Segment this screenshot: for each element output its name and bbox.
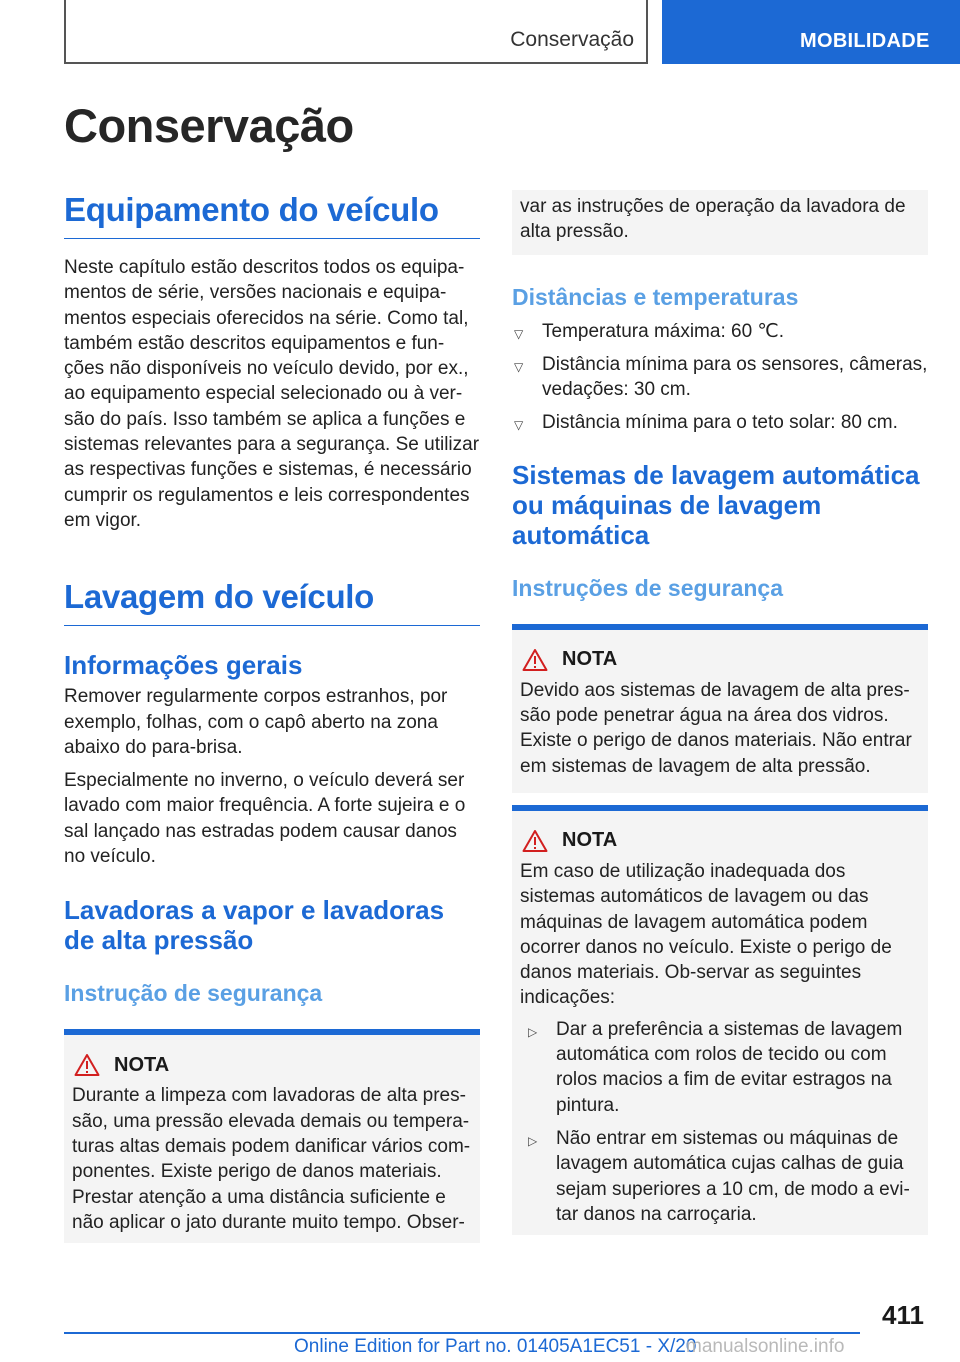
- note-text: Em caso de utilização inadequada dos sistemas automáticos de lavagem ou das máquinas de lavagem automática podem ocorrer danos no veículo. Existe o perigo de danos materiais. Ob-servar as seguintes indicações:: [520, 860, 892, 1009]
- note-label: NOTA: [114, 1053, 170, 1076]
- footer-edition: Online Edition for Part no. 01405A1EC51 - X/20: [294, 1336, 697, 1357]
- warning-triangle-icon: [522, 829, 548, 853]
- heading-safety-instruction: Instrução de segurança: [64, 980, 323, 1007]
- note-continuation-text: var as instruções de operação da lavadora de alta pressão.: [520, 196, 906, 243]
- washing-tips-list: [526, 1017, 922, 1227]
- list-item: ▽ Distância mínima para o teto solar: 80 cm.: [512, 410, 928, 435]
- heading-vehicle-wash: Lavagem do veículo: [64, 577, 480, 626]
- list-item: ▷ Não entrar em sistemas ou máquinas de lavagem automática cujas calhas de guia sejam superiores a 10 cm, de modo a evi-tar danos na carroçaria.: [528, 1127, 910, 1225]
- heading-general-info: Informações gerais: [64, 650, 303, 681]
- note-text: Devido aos sistemas de lavagem de alta pres-são pode penetrar água na área dos vidros. Existe o perigo de danos materiais. Não entrar em sistemas de lavagem de alta pressão.: [520, 679, 912, 777]
- header-section-tab: [64, 0, 648, 64]
- note-text: Durante a limpeza com lavadoras de alta pres-são, uma pressão elevada demais ou tempera-turas altas demais podem danificar vários com-ponentes. Existe perigo de danos materiais. Prestar atenção a uma distância suficiente e não aplicar o jato durante muito tempo. Obser-: [72, 1085, 471, 1233]
- triangle-bullet-icon: ▽: [514, 418, 524, 433]
- note-head: [520, 829, 922, 853]
- triangle-bullet-icon: ▽: [514, 359, 524, 374]
- note-head: [72, 1053, 474, 1077]
- watermark: manualsonline.info: [686, 1336, 845, 1357]
- warning-triangle-icon: [74, 1053, 100, 1077]
- warning-triangle-icon: [522, 648, 548, 672]
- heading-equipment: Equipamento do veículo: [64, 190, 480, 239]
- heading-automatic-washing: Sistemas de lavagem automática ou máquinas de lavagem automática: [512, 459, 920, 550]
- heading-steam-washers: Lavadoras a vapor e lavadoras de alta pressão: [64, 895, 445, 956]
- footer-divider: [64, 1332, 860, 1334]
- triangle-bullet-icon: ▷: [528, 1024, 538, 1039]
- note-continuation-box: [512, 190, 928, 255]
- note-label: NOTA: [562, 648, 618, 671]
- list-item: ▽ Temperatura máxima: 60 ℃.: [512, 319, 928, 344]
- general-paragraph-1: Remover regularmente corpos estranhos, por exemplo, folhas, com o capô aberto na zona abaixo do para-brisa.: [64, 686, 448, 758]
- equipment-paragraph: Neste capítulo estão descritos todos os equipa-mentos de série, versões nacionais e equipa-mentos especiais oferecidos na série. Como tal, também estão descritos equipamentos e fun-ções não disponíveis no veículo devido, por ex., ao equipamento especial selecionado ou à ver-são do país. Isso também se aplica a funções e sistemas relevantes para a segurança. Se utilizar as respectivas funções e sistemas, é necessário cumprir os regulamentos e leis correspondentes em vigor.: [64, 257, 480, 531]
- note-box-automatic-washing: [512, 805, 928, 1235]
- note-head: [520, 648, 922, 672]
- header-chapter-label: MOBILIDADE: [800, 30, 930, 52]
- note-box-window-water: [512, 624, 928, 793]
- heading-safety-instructions: Instruções de segurança: [512, 574, 783, 601]
- general-paragraph-2: Especialmente no inverno, o veículo deverá ser lavado com maior frequência. A forte sujeira e o sal lançado nas estradas podem causar danos no veículo.: [64, 770, 466, 868]
- page-number: 411: [882, 1300, 924, 1330]
- left-column: [64, 190, 480, 1243]
- distances-list: [512, 319, 928, 436]
- note-box-pressure-washer: [64, 1029, 480, 1243]
- triangle-bullet-icon: ▽: [514, 326, 524, 341]
- note-label: NOTA: [562, 829, 618, 852]
- right-column: [512, 190, 928, 1235]
- list-item: ▽ Distância mínima para os sensores, câmeras, vedações: 30 cm.: [514, 353, 928, 401]
- header-section-label: Conservação: [510, 28, 634, 51]
- header-chapter-tab: [662, 0, 960, 64]
- triangle-bullet-icon: ▷: [528, 1133, 538, 1148]
- list-item: ▷ Dar a preferência a sistemas de lavagem automática com rolos de tecido ou com rolos macios a fim de evitar estragos na pintura.: [528, 1018, 903, 1116]
- heading-distances-temperatures: Distâncias e temperaturas: [512, 283, 799, 310]
- page-title: Conservação: [64, 99, 354, 152]
